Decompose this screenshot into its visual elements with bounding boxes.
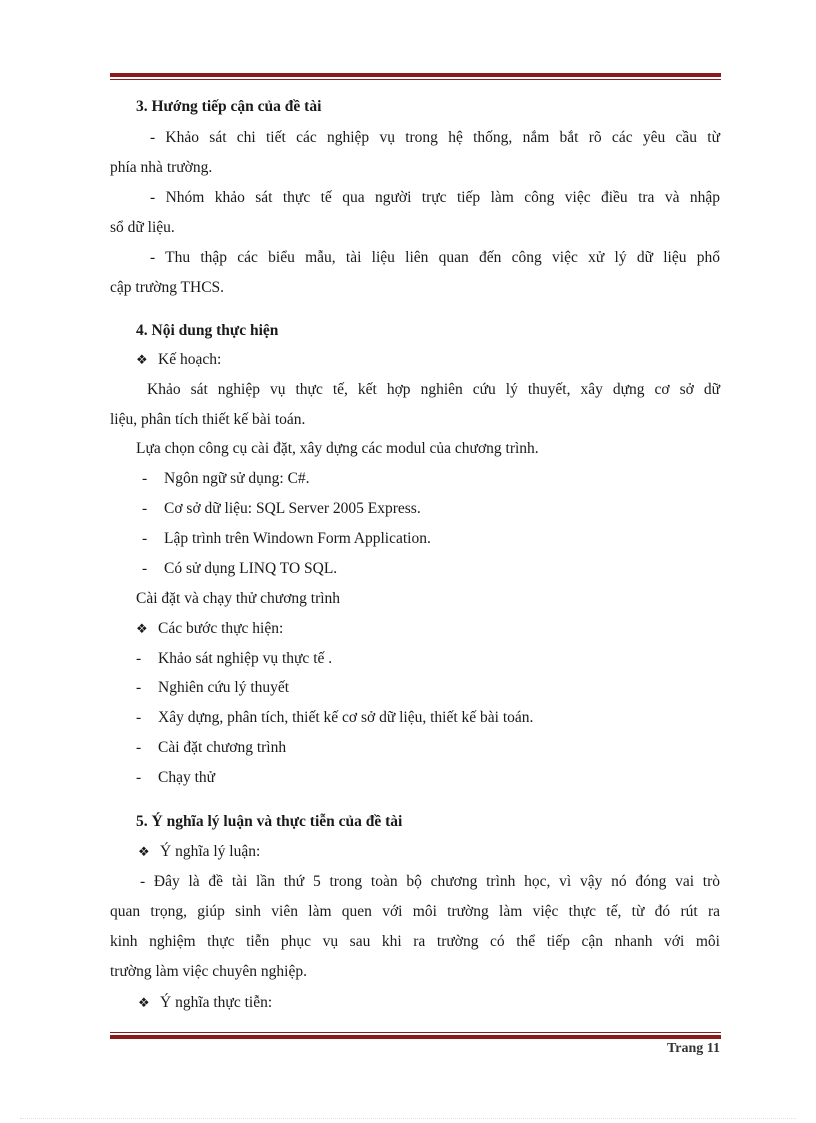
section-3-item-1-line-2: phía nhà trường.: [110, 159, 213, 176]
diamond-bullet-icon: ❖: [136, 621, 148, 636]
diamond-bullet-icon: ❖: [138, 844, 150, 859]
step-item: - Khảo sát nghiệp vụ thực tế .: [136, 650, 333, 667]
tool-item: - Cơ sở dữ liệu: SQL Server 2005 Express.: [142, 500, 421, 517]
plan-paragraph-3: Cài đặt và chạy thử chương trình: [136, 590, 341, 607]
tool-item: - Ngôn ngữ sử dụng: C#.: [142, 470, 310, 487]
theory-line-1: - Đây là đề tài lần thứ 5 trong toàn bộ chương trình học, vì vậy nó đóng vai trò: [140, 873, 720, 890]
plan-bullet: [136, 351, 221, 369]
page-edge: [20, 1118, 796, 1119]
section-5-heading: 5. Ý nghĩa lý luận và thực tiễn của đề tài: [136, 813, 403, 830]
plan-paragraph-1-line-2: liệu, phân tích thiết kế bài toán.: [110, 411, 306, 428]
theory-line-2: quan trọng, giúp sinh viên làm quen với môi trường làm việc thực tế, từ đó rút ra: [110, 903, 720, 920]
diamond-bullet-icon: ❖: [136, 352, 148, 367]
section-3-heading: 3. Hướng tiếp cận của đề tài: [136, 98, 322, 115]
theory-label: Ý nghĩa lý luận:: [160, 843, 261, 860]
theory-line-3: kinh nghiệm thực tiễn phục vụ sau khi ra trường có thể tiếp cận nhanh với môi: [110, 933, 720, 950]
tool-item: - Có sử dụng LINQ TO SQL.: [142, 560, 338, 577]
step-item: - Nghiên cứu lý thuyết: [136, 679, 290, 696]
header-rule: [110, 73, 721, 80]
practice-label: Ý nghĩa thực tiễn:: [160, 994, 273, 1011]
section-3-item-2-line-1: - Nhóm khảo sát thực tế qua người trực tiếp làm công việc điều tra và nhập: [150, 189, 720, 206]
section-3-item-2-line-2: sổ dữ liệu.: [110, 219, 175, 236]
step-item: - Cài đặt chương trình: [136, 739, 287, 756]
theory-line-4: trường làm việc chuyên nghiệp.: [110, 963, 307, 980]
steps-label: Các bước thực hiện:: [158, 620, 284, 637]
step-item: - Chạy thử: [136, 769, 216, 786]
tool-item: - Lập trình trên Windown Form Application.: [142, 530, 431, 547]
practice-bullet: [138, 994, 272, 1012]
page-number: Trang 11: [666, 1041, 720, 1056]
plan-paragraph-2: Lựa chọn công cụ cài đặt, xây dựng các modul của chương trình.: [136, 440, 539, 457]
steps-bullet: [136, 620, 283, 638]
footer-rule: [110, 1032, 721, 1039]
section-4-heading: 4. Nội dung thực hiện: [136, 322, 279, 339]
section-3-item-3-line-2: cập trường THCS.: [110, 279, 225, 296]
step-item: - Xây dựng, phân tích, thiết kế cơ sở dữ liệu, thiết kế bài toán.: [136, 709, 534, 726]
plan-label: Kế hoạch:: [158, 351, 222, 368]
section-3-item-3-line-1: - Thu thập các biểu mẫu, tài liệu liên quan đến công việc xử lý dữ liệu phổ: [150, 249, 720, 266]
diamond-bullet-icon: ❖: [138, 995, 150, 1010]
theory-bullet: [138, 843, 260, 861]
section-3-item-1-line-1: - Khảo sát chi tiết các nghiệp vụ trong hệ thống, nắm bắt rõ các yêu cầu từ: [150, 129, 720, 146]
plan-paragraph-1-line-1: Khảo sát nghiệp vụ thực tế, kết hợp nghiên cứu lý thuyết, xây dựng cơ sở dữ: [147, 381, 720, 398]
